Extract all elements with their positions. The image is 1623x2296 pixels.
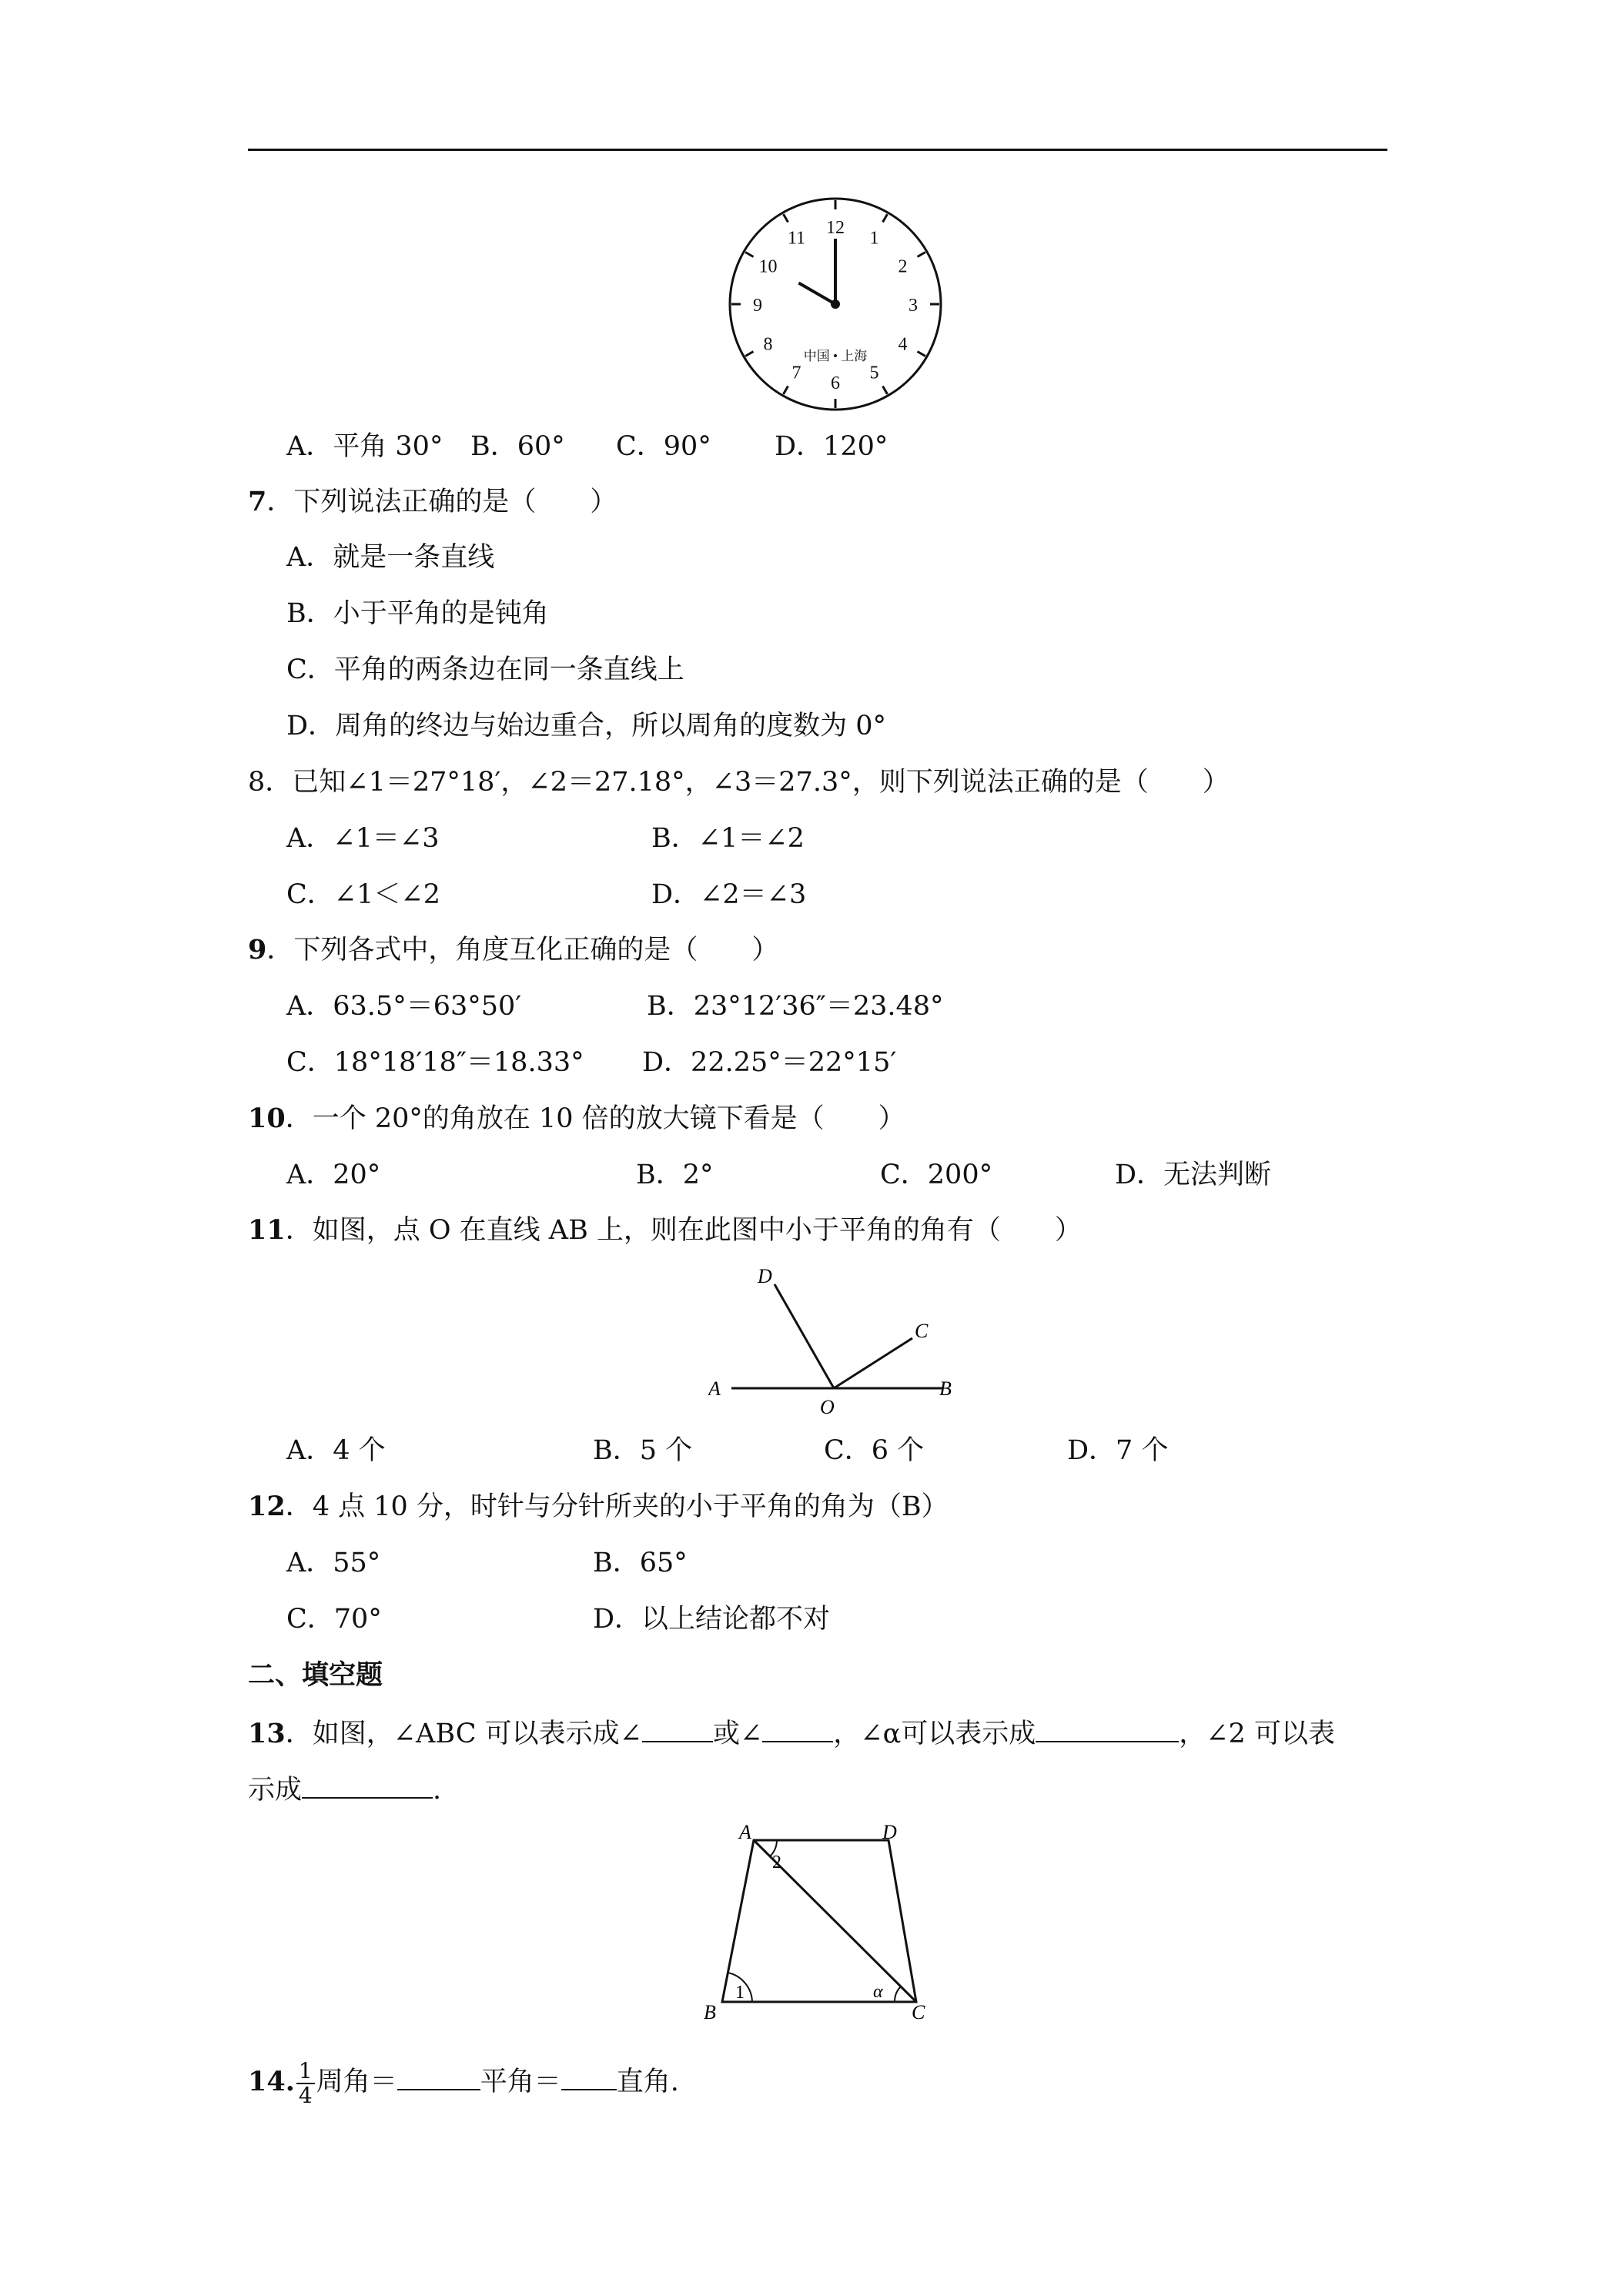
clock-tick (918, 253, 925, 257)
q13-label-b: B (704, 2001, 716, 2023)
q11-option-a: A．4 个 (286, 1435, 386, 1466)
q13-text-6: . (433, 1775, 442, 1806)
q14-text-2: 平角＝ (480, 2067, 561, 2097)
q12-option-c: C．70° (286, 1604, 382, 1635)
q11-label-c: C (915, 1320, 929, 1342)
q7-option-d: D．周角的终边与始边重合，所以周角的度数为 0° (286, 711, 886, 741)
clock-number: 7 (791, 363, 801, 383)
clock-number: 4 (898, 334, 908, 355)
q9-number: 9 (248, 934, 267, 966)
q13-label-alpha: α (873, 1982, 883, 2002)
q6-option-b: B．60° (470, 431, 565, 462)
clock-tick (745, 253, 753, 257)
q11-ray-od (775, 1284, 834, 1388)
q8-option-c: C．∠1＜∠2 (286, 879, 440, 910)
q12-option-d: D．以上结论都不对 (593, 1604, 831, 1635)
q14-blank-1[interactable] (397, 2063, 480, 2090)
clock-number: 1 (869, 228, 879, 249)
q11-ray-oc (834, 1338, 912, 1388)
clock-tick (784, 214, 788, 222)
q14-text-1: 周角＝ (316, 2067, 397, 2097)
q13-text-4: ，∠2 可以表 (1179, 1719, 1335, 1749)
clock-number: 9 (753, 296, 762, 316)
section-heading: 二、填空题 (248, 1659, 383, 1691)
q12-option-a: A．55° (286, 1548, 381, 1578)
q14-fraction-denominator: 4 (298, 2082, 313, 2108)
q13-label-1: 1 (735, 1983, 745, 2003)
clock-tick (784, 387, 788, 394)
q13-label-a: A (739, 1821, 751, 1843)
q13-figure (693, 1809, 947, 2025)
q6-option-a: A．平角 30° (286, 431, 443, 462)
clock-number: 10 (758, 256, 778, 277)
q7-text: ．下列说法正确的是（ ） (266, 487, 617, 517)
q13-stem-line2 (248, 1771, 441, 1807)
clock-tick (883, 214, 888, 222)
q11-option-b: B．5 个 (593, 1435, 693, 1466)
clock-number: 12 (826, 218, 845, 238)
clock-tick (883, 387, 888, 394)
clock-tick (918, 352, 925, 356)
q11-number: 11 (248, 1214, 286, 1246)
q13-stem-line1 (248, 1715, 1335, 1751)
clock-number: 3 (909, 296, 918, 316)
q11-label-b: B (939, 1377, 952, 1400)
q11-option-c: C．6 个 (824, 1435, 925, 1466)
q13-trapezoid (722, 1840, 916, 2002)
clock-center (831, 300, 840, 309)
clock-number: 2 (898, 256, 908, 277)
q7-option-a: A．就是一条直线 (286, 542, 495, 573)
q10-text: ．一个 20°的角放在 10 倍的放大镜下看是（ ） (285, 1103, 905, 1134)
q8-number: 8 (248, 767, 266, 798)
q11-label-o: O (820, 1396, 835, 1418)
q8-option-b: B．∠1＝∠2 (651, 823, 805, 854)
q9-option-a: A．63.5°＝63°50′ (286, 991, 522, 1022)
q8-text: ．已知∠1＝27°18′，∠2＝27.18°，∠3＝27.3°，则下列说法正确的是（ ） (265, 767, 1230, 798)
q10-option-a: A．20° (286, 1160, 381, 1190)
q14-text-3: 直角. (616, 2067, 679, 2097)
q9-option-d: D．22.25°＝22°15′ (642, 1047, 897, 1078)
q13-label-d: D (882, 1821, 897, 1843)
clock-brand: 中国 • 上海 (803, 349, 868, 363)
q9-stem (248, 933, 778, 967)
clock-number: 5 (869, 363, 879, 383)
q7-stem (248, 485, 617, 519)
q10-option-c: C．200° (880, 1160, 993, 1190)
q13-text-2: 或∠ (712, 1719, 763, 1749)
q10-stem (248, 1102, 905, 1136)
q8-stem (248, 765, 1230, 799)
q7-option-b: B．小于平角的是钝角 (286, 598, 549, 629)
q14-fraction-numerator: 1 (296, 2060, 315, 2084)
q12-number: 12 (248, 1491, 286, 1522)
q6-option-d: D．120° (775, 431, 888, 462)
q10-number: 10 (248, 1103, 286, 1134)
clock-number: 6 (831, 373, 840, 393)
q13-label-2: 2 (772, 1853, 781, 1873)
q13-text-5: 示成 (248, 1775, 303, 1806)
q13-text-3: ，∠α可以表示成 (833, 1719, 1036, 1749)
q9-text: ．下列各式中，角度互化正确的是（ ） (266, 935, 779, 966)
q14-blank-2[interactable] (561, 2063, 617, 2090)
q9-option-b: B．23°12′36″＝23.48° (647, 991, 944, 1022)
q13-blank-1[interactable] (642, 1715, 713, 1742)
q13-label-c: C (912, 2001, 925, 2023)
q8-option-d: D．∠2＝∠3 (651, 879, 807, 910)
q11-label-d: D (758, 1265, 772, 1287)
q11-option-d: D．7 个 (1067, 1435, 1169, 1466)
header-rule (248, 149, 1387, 151)
clock-figure (724, 192, 947, 416)
q13-arc-alpha (895, 1986, 901, 2002)
q13-number: 13 (248, 1718, 286, 1749)
q7-number: 7 (248, 486, 267, 517)
q8-option-a: A．∠1＝∠3 (286, 823, 440, 854)
q12-option-b: B．65° (593, 1548, 688, 1578)
q14-fraction (296, 2057, 315, 2108)
clock-hour-hand (798, 283, 835, 305)
q13-blank-3[interactable] (1036, 1715, 1179, 1742)
q12-text: ．4 点 10 分，时针与分针所夹的小于平角的角为（B） (285, 1491, 949, 1522)
q9-option-c: C．18°18′18″＝18.33° (286, 1047, 584, 1078)
q11-stem (248, 1213, 1082, 1247)
q10-option-d: D．无法判断 (1115, 1160, 1272, 1190)
q7-option-c: C．平角的两条边在同一条直线上 (286, 654, 684, 685)
q13-blank-2[interactable] (762, 1715, 833, 1742)
q6-option-c: C．90° (616, 431, 711, 462)
q13-text-1: ．如图，∠ABC 可以表示成∠ (285, 1719, 642, 1749)
clock-tick (745, 352, 753, 356)
q11-figure (708, 1255, 970, 1424)
q13-blank-4[interactable] (302, 1771, 433, 1799)
clock-number: 8 (763, 334, 773, 355)
q10-option-b: B．2° (636, 1160, 714, 1190)
q12-stem (248, 1490, 949, 1524)
q14-number: 14. (248, 2066, 295, 2097)
q11-label-a: A (708, 1377, 721, 1400)
q14-stem (248, 2054, 679, 2110)
q11-text: ．如图，点 O 在直线 AB 上，则在此图中小于平角的角有（ ） (285, 1215, 1082, 1246)
clock-number: 11 (787, 228, 806, 249)
